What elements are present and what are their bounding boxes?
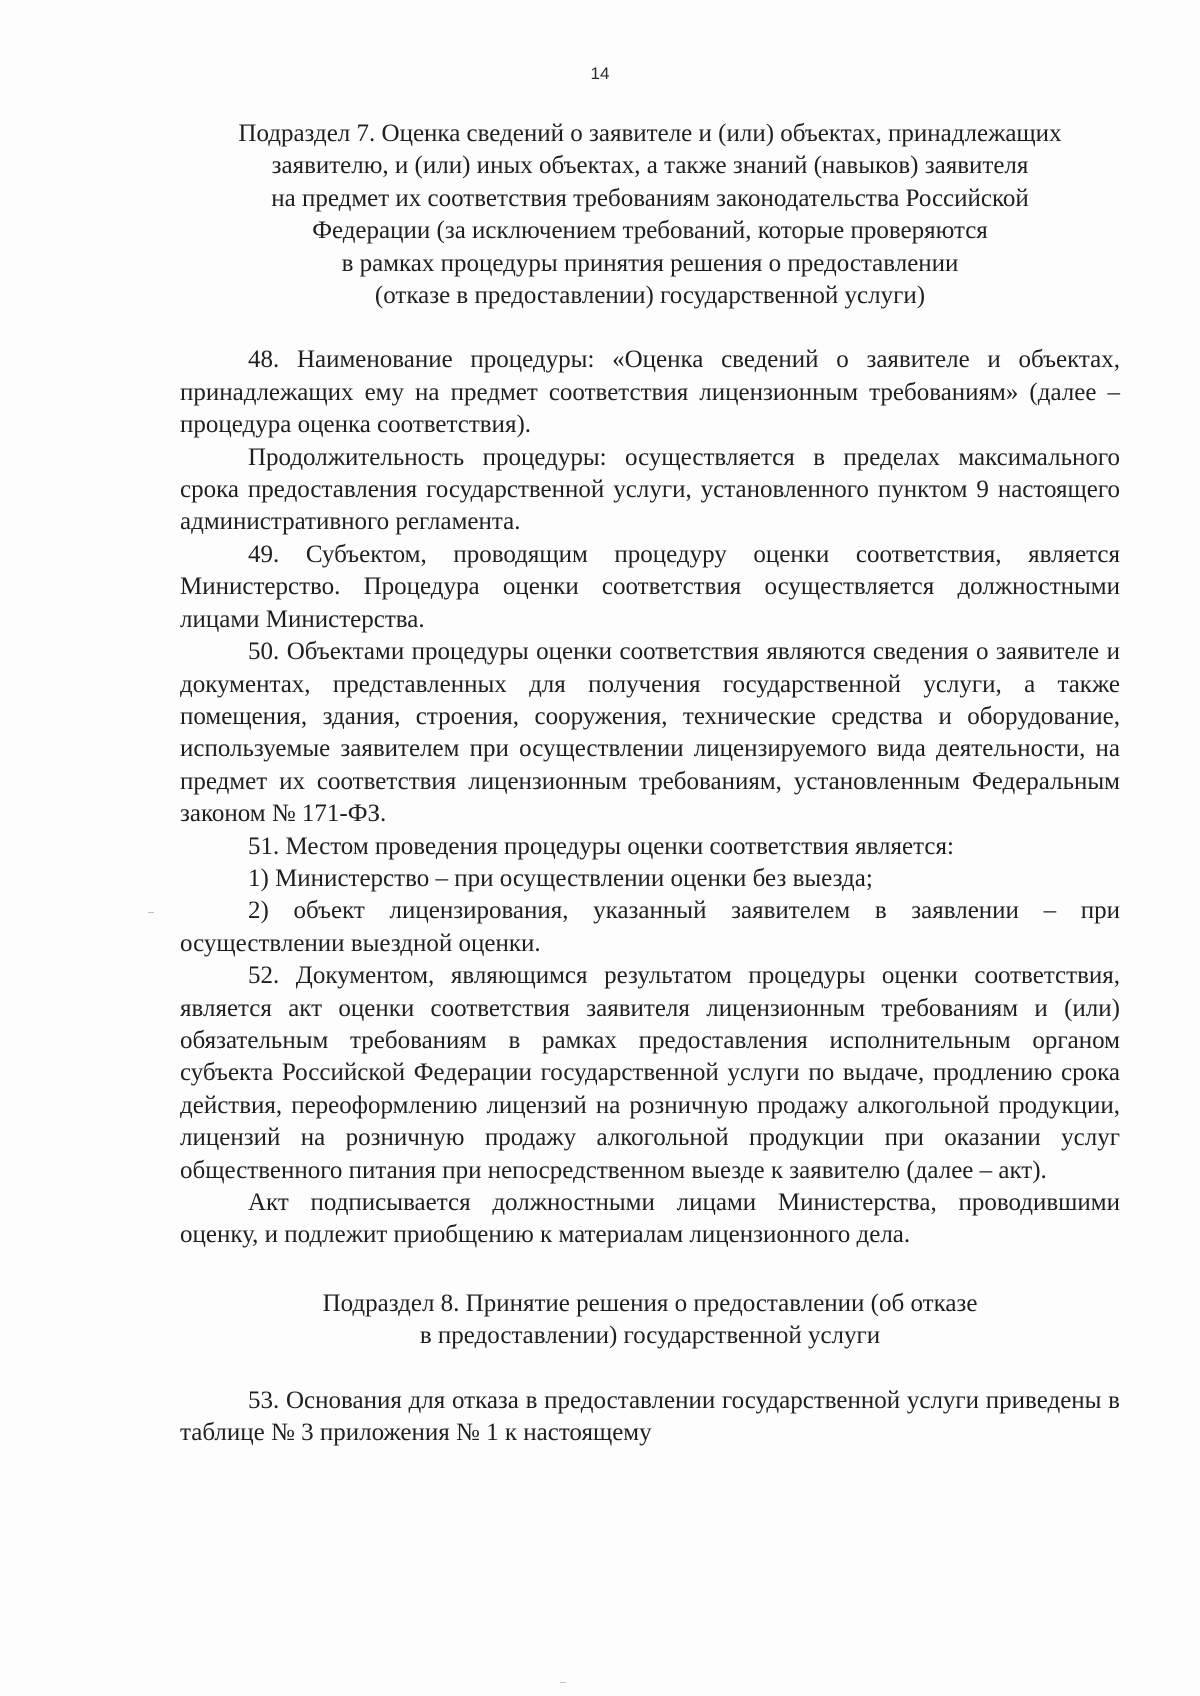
paragraph-51-item-2: 2) объект лицензирования, указанный заявителем в заявлении – при осуществлении выездной оценки. <box>180 897 1120 957</box>
heading-line: на предмет их соответствия требованиям законодательства Российской <box>271 184 1029 212</box>
paragraph-51: 51. Местом проведения процедуры оценки соответствия является: <box>248 832 954 860</box>
heading-line: в предоставлении) государственной услуги <box>419 1322 881 1350</box>
paragraph-51-item-1: 1) Министерство – при осуществлении оценки без выезда; <box>248 864 873 892</box>
scan-speck <box>148 912 154 913</box>
heading-line: (отказе в предоставлении) государственной услуги) <box>374 282 926 310</box>
subsection-8-heading <box>180 1288 1120 1353</box>
document-body <box>180 118 1120 1449</box>
subsection-7-heading <box>180 118 1120 312</box>
paragraph-48-duration: Продолжительность процедуры: осуществляется в пределах максимального срока предоставления государственной услуги, установленного пунктом 9 настоящего административного регламента. <box>180 443 1120 536</box>
heading-line: Федерации (за исключением требований, которые проверяются <box>312 217 988 245</box>
paragraph-52: 52. Документом, являющимся результатом процедуры оценки соответствия, является акт оценки соответствия заявителя лицензионным требованиям и (или) обязательным требованиям в рамках предоставления исполнительным органом субъекта Российской Федерации государственной услуги по выдаче, продлению срока действия, переоформлению лицензий на розничную продажу алкогольной продукции, лицензий на розничную продажу алкогольной продукции при оказании услуг общественного питания при непосредственном выезде к заявителю (далее – акт). <box>180 962 1120 1184</box>
page-number: 14 <box>590 64 610 83</box>
heading-line: Подраздел 7. Оценка сведений о заявителе и (или) объектах, принадлежащих <box>238 120 1062 147</box>
paragraph-49: 49. Субъектом, проводящим процедуру оценки соответствия, является Министерство. Процедура оценки соответствия осуществляется должностными лицами Министерства. <box>180 540 1120 633</box>
scan-speck <box>560 1682 566 1683</box>
paragraph-52-act: Акт подписывается должностными лицами Министерства, проводившими оценку, и подлежит приобщению к материалам лицензионного дела. <box>180 1189 1120 1249</box>
paragraph-53: 53. Основания для отказа в предоставлении государственной услуги приведены в таблице № 3 приложения № 1 к настоящему <box>180 1386 1120 1447</box>
paragraph-48: 48. Наименование процедуры: «Оценка сведений о заявителе и объектах, принадлежащих ему на предмет соответствия лицензионным требованиям» (далее – процедура оценка соответствия). <box>180 346 1120 439</box>
paragraph-50: 50. Объектами процедуры оценки соответствия являются сведения о заявителе и документах, представленных для получения государственной услуги, а также помещения, здания, строения, сооружения, технические средства и оборудование, используемые заявителем при осуществлении лицензируемого вида деятельности, на предмет их соответствия лицензионным требованиям, установленным Федеральным законом № 171-ФЗ. <box>180 638 1120 828</box>
heading-line: в рамках процедуры принятия решения о предоставлении <box>341 249 959 277</box>
heading-line: заявителю, и (или) иных объектах, а также знаний (навыков) заявителя <box>271 152 1029 180</box>
heading-line: Подраздел 8. Принятие решения о предоставлении (об отказе <box>322 1289 978 1317</box>
